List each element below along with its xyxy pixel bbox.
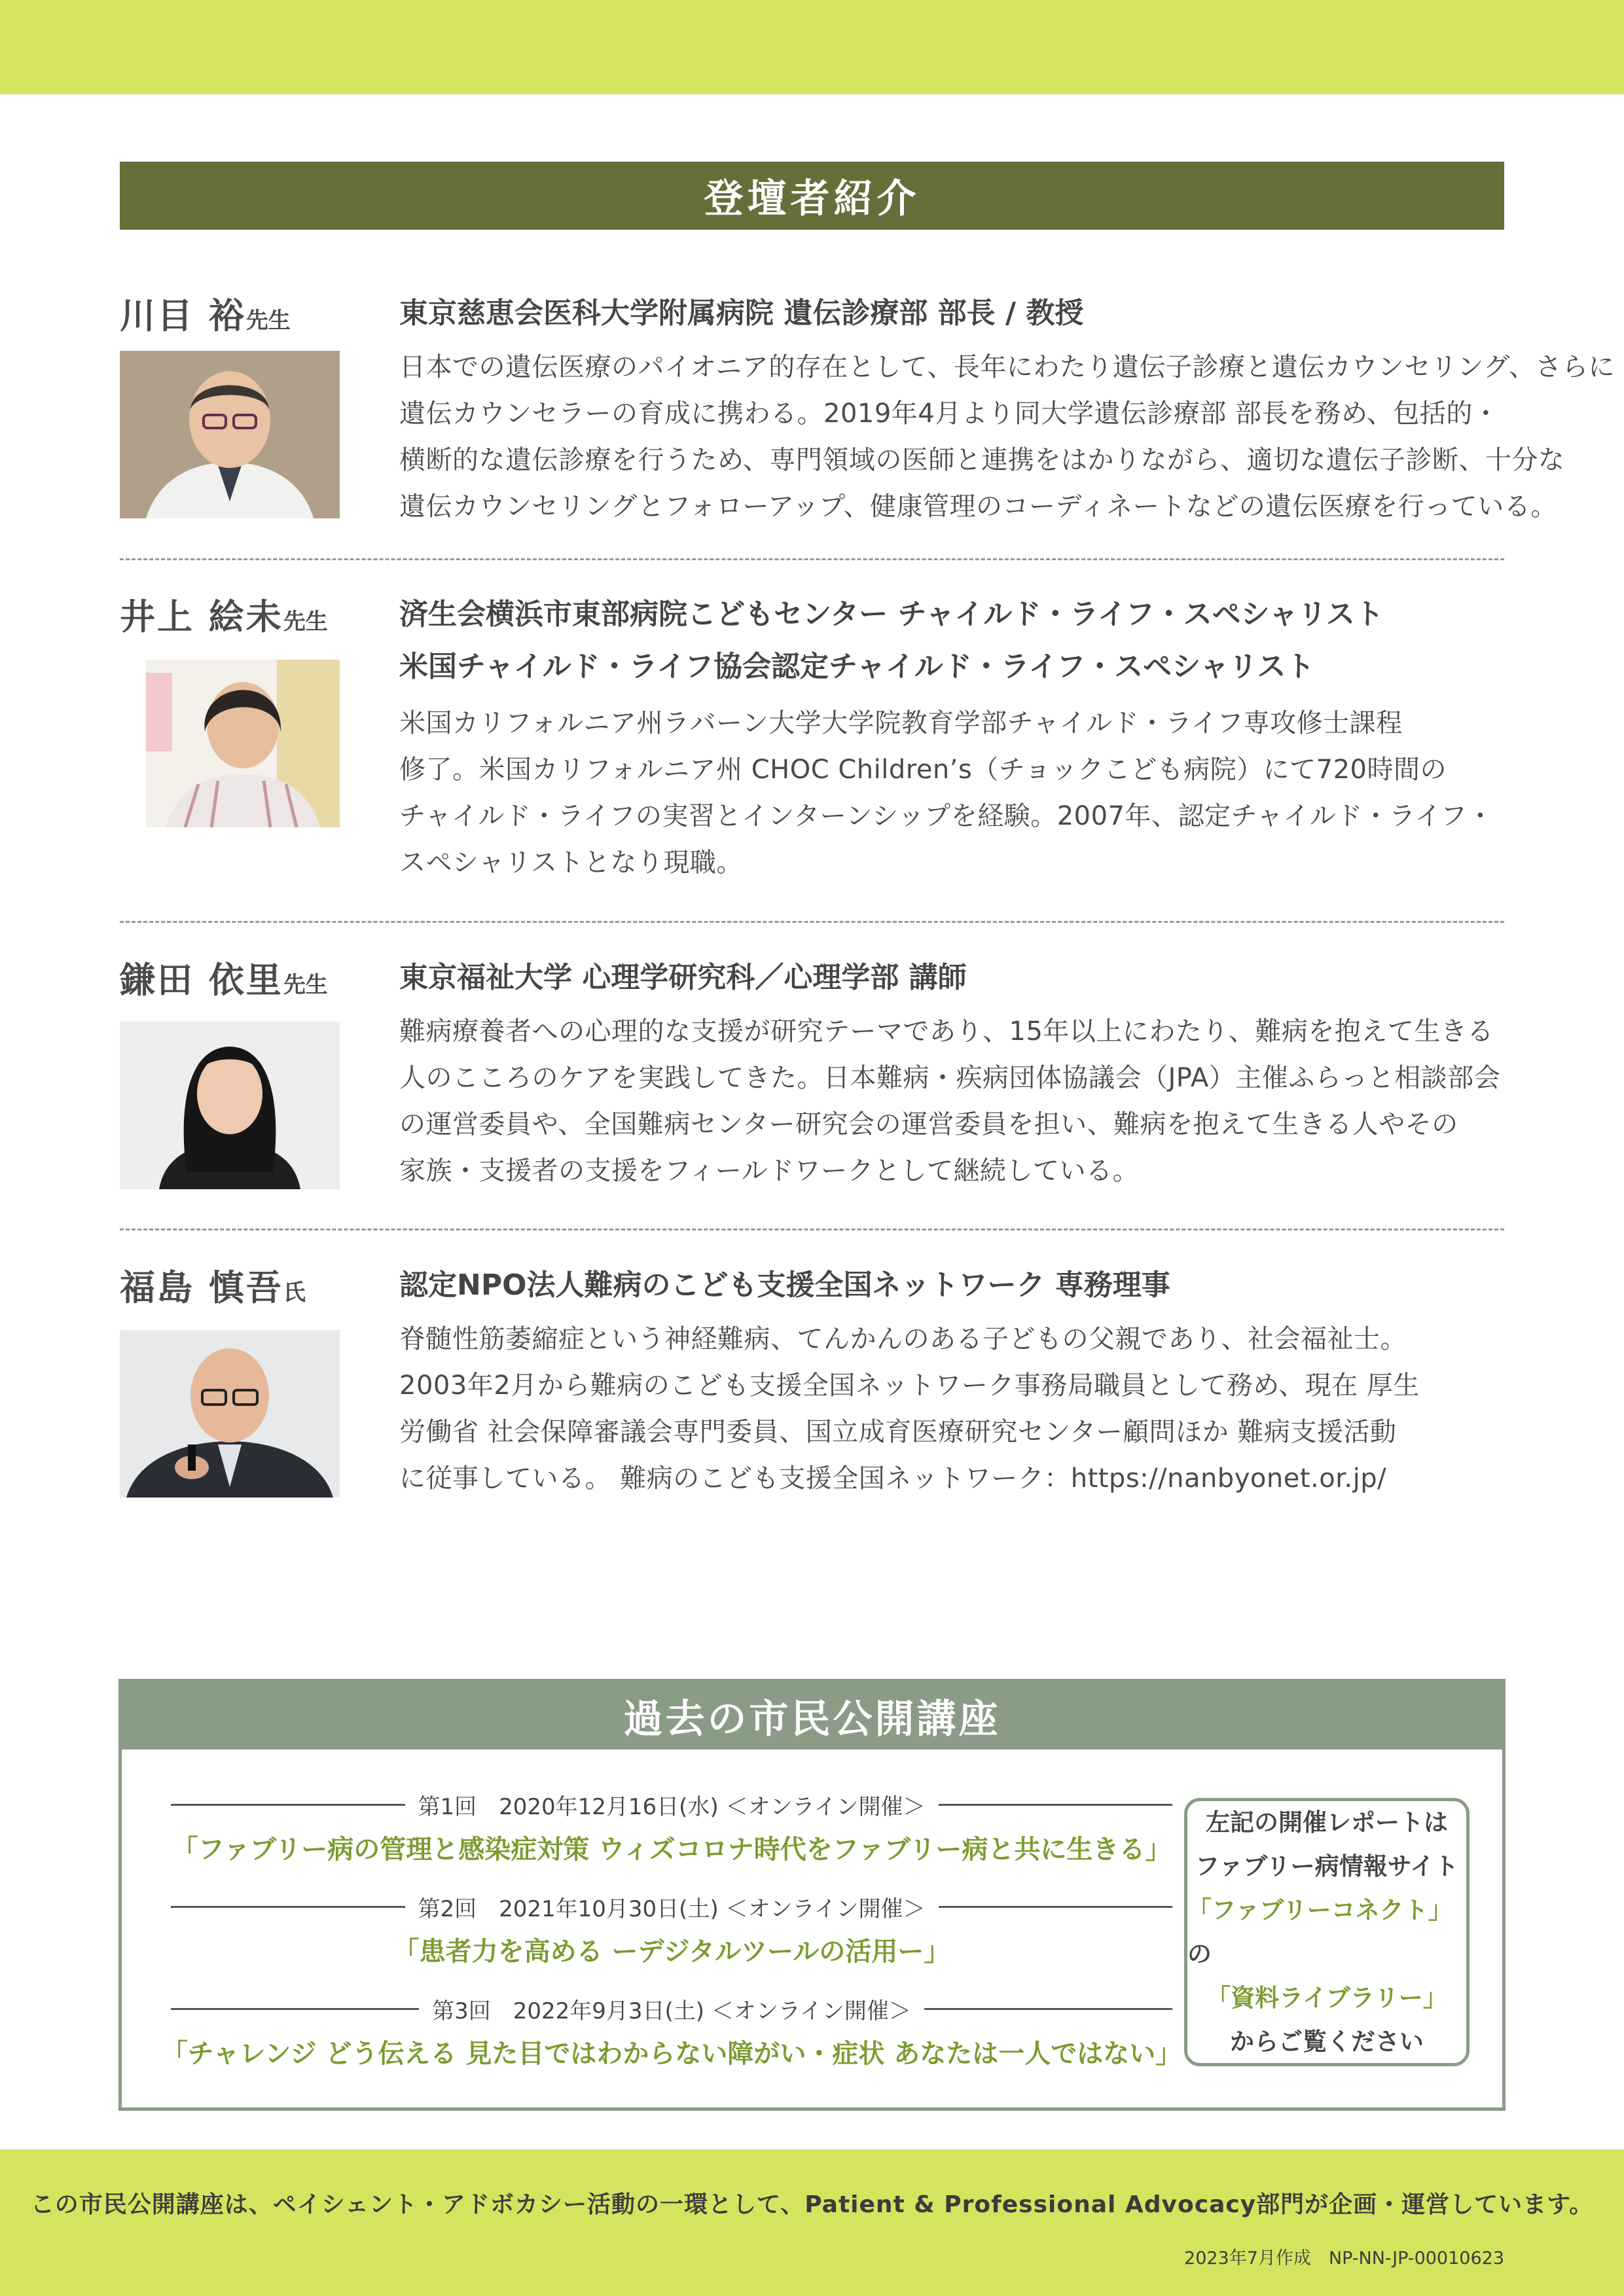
speaker-card: 福島 慎吾氏 認定NPO法人難病のこども支援全国ネットワーク 専務理事 脊髄性筋萎縮症という神経難病、てんかんのある子どもの父親であり、社会福祉士。 2003年2月から難病のこども支援全国ネットワーク事務局職員として務め、現在 厚生 労働省 社会保障審議会専門委員、国立成育医療研究センター顧問ほか 難病支援活動 に従事している。 難病のこども支援全国ネットワーク：https://nanbyonet.or.jp/ [120,1260,1504,1496]
past-lectures-box [118,1679,1506,2111]
speaker-photo [146,660,340,827]
speaker-photo [120,351,340,518]
speaker-card: 井上 絵未先生 済生会横浜市東部病院こどもセンター チャイルド・ライフ・スペシャリスト 米国チャイルド・ライフ協会認定チャイルド・ライフ・スペシャリスト 米国カリフォルニア州ラバーン大学大学院教育学部チャイルド・ライフ専攻修士課程 修了。米国カリフォルニア州 CHOC Children’s（チョックこども病院）にて720時間の チャイルド・ライフの実習とインターンシップを経験。2007年、認定チャイルド・ライフ・ スペシャリストとなり現職。 [120,589,1504,877]
speaker-photo [120,1022,340,1189]
rule-line [939,1804,1173,1806]
speaker-honorific: 先生 [283,972,328,998]
rule-line [939,1906,1173,1908]
dashed-divider [120,558,1504,560]
lecture-session [158,1788,1185,1866]
session-title: 「ファブリー病の管理と感染症対策 ウィズコロナ時代をファブリー病と共に生きる」 [171,1835,1172,1865]
session-meta: 第3回 2022年9月3日(土) ＜オンライン開催＞ [158,1992,1185,2025]
top-color-band [0,0,1624,94]
speaker-photo [120,1330,340,1498]
lecture-session [158,1890,1185,1968]
rule-line [171,1906,405,1908]
speaker-bio: 米国カリフォルニア州ラバーン大学大学院教育学部チャイルド・ライフ専攻修士課程 修了。米国カリフォルニア州 CHOC Children’s（チョックこども病院）にて720時間の チャイルド・ライフの実習とインターンシップを経験。2007年、認定チャイルド・ライフ・ スペシャリストとなり現職。 [399,708,1494,878]
speaker-honorific: 氏 [283,1280,306,1306]
speaker-honorific: 先生 [245,308,291,334]
speaker-bio: 脊髄性筋萎縮症という神経難病、てんかんのある子どもの父親であり、社会福祉士。 2003年2月から難病のこども支援全国ネットワーク事務局職員として務め、現在 厚生 労働省 社会保障審議会専門委員、国立成育医療研究センター顧問ほか 難病支援活動 に従事している。 難病のこども支援全国ネットワーク：https://nanbyonet.or.jp/ [399,1324,1420,1494]
speaker-card: 鎌田 依里先生 東京福祉大学 心理学研究科／心理学部 講師 難病療養者への心理的な支援が研究テーマであり、15年以上にわたり、難病を抱えて生きる 人のこころのケアを実践してきた。日本難病・疾病団体協議会（JPA）主催ふらっと相談部会 の運営委員や、全国難病センター研究会の運営委員を担い、難病を抱えて生きる人やその 家族・支援者の支援をフィールドワークとして継続している。 [120,952,1504,1188]
document-library-link[interactable]: 「資料ライブラリー」 [1206,1984,1447,2012]
speaker-name: 井上 絵未先生 [120,596,328,637]
speakers-section-title: 登壇者紹介 [120,162,1504,230]
speaker-name: 鎌田 依里先生 [120,960,328,1001]
lecture-session [158,1992,1185,2070]
document-code: 2023年7月作成 NP-NN-JP-00010623 [1184,2248,1504,2269]
session-title: 「患者力を高める ーデジタルツールの活用ー」 [393,1937,950,1967]
dashed-divider [120,1229,1504,1230]
report-notice: 左記の開催レポートは ファブリー病情報サイト 「ファブリーコネクト」の 「資料ライブラリー」 からご覧ください [1184,1798,1470,2066]
dashed-divider [120,921,1504,923]
past-lectures-title: 過去の市民公開講座 [122,1682,1502,1749]
session-meta: 第2回 2021年10月30日(土) ＜オンライン開催＞ [158,1890,1185,1923]
session-meta: 第1回 2020年12月16日(水) ＜オンライン開催＞ [158,1788,1185,1821]
speaker-card: 川目 裕先生 東京慈恵会医科大学附属病院 遺伝診療部 部長 / 教授 日本での遺伝医療のパイオニア的存在として、長年にわたり遺伝子診療と遺伝カウンセリング、さらに 遺伝カウンセラーの育成に携わる。2019年4月より同大学遺伝診療部 部長を務め、包括的・ 横断的な遺伝診療を行うため、専門領域の医師と連携をはかりながら、適切な遺伝子診断、十分な 遺伝カウンセリングとフォローアップ、健康管理のコーディネートなどの遺伝医療を行っている。 [120,288,1504,524]
session-title: 「チャレンジ どう伝える 見た目ではわからない障がい・症状 あなたは一人ではない」 [161,2039,1182,2069]
footer-statement: この市民公開講座は、ペイシェント・アドボカシー活動の一環として、Patient & Professional Advocacy部門が企画・運営しています。 [30,2191,1594,2218]
speaker-bio: 難病療養者への心理的な支援が研究テーマであり、15年以上にわたり、難病を抱えて生きる 人のこころのケアを実践してきた。日本難病・疾病団体協議会（JPA）主催ふらっと相談部会 の運営委員や、全国難病センター研究会の運営委員を担い、難病を抱えて生きる人やその 家族・支援者の支援をフィールドワークとして継続している。 [399,1016,1501,1186]
rule-line [924,2008,1172,2010]
speaker-bio: 日本での遺伝医療のパイオニア的存在として、長年にわたり遺伝子診療と遺伝カウンセリング、さらに 遺伝カウンセラーの育成に携わる。2019年4月より同大学遺伝診療部 部長を務め、包括的・ 横断的な遺伝診療を行うため、専門領域の医師と連携をはかりながら、適切な遺伝子診断、十分な 遺伝カウンセリングとフォローアップ、健康管理のコーディネートなどの遺伝医療を行っている。 [399,352,1615,522]
speaker-honorific: 先生 [283,609,328,635]
rule-line [171,1804,405,1806]
fabry-connect-link[interactable]: 「ファブリーコネクト」 [1187,1896,1453,1924]
speaker-name: 福島 慎吾氏 [120,1267,306,1308]
speaker-name: 川目 裕先生 [120,295,291,336]
footer-band [0,2149,1624,2296]
rule-line [171,2008,419,2010]
